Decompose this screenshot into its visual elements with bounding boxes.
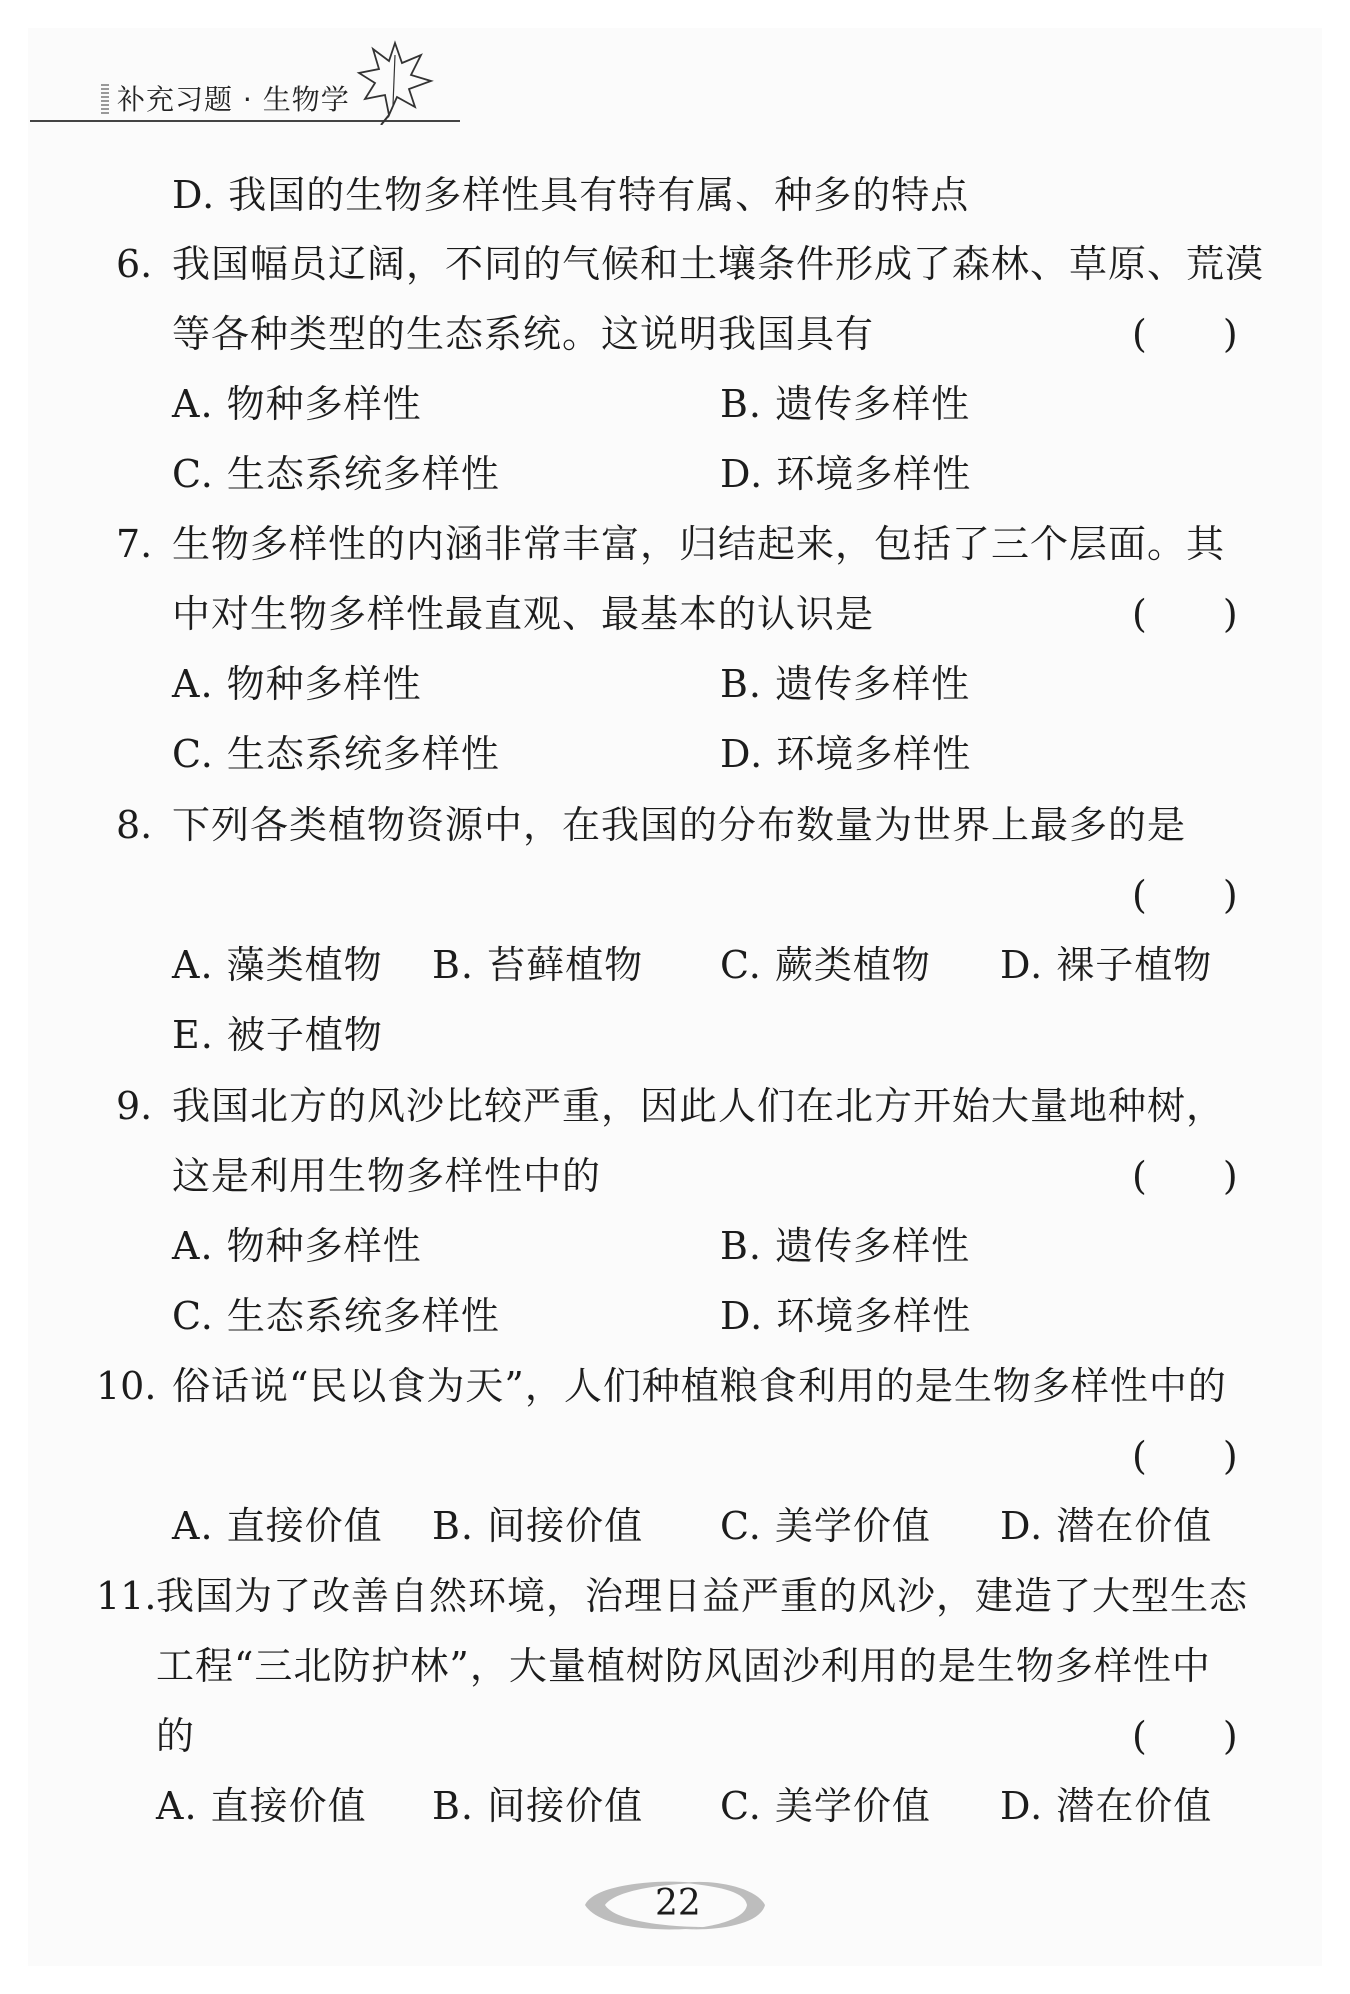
question-11-line-2: 工程“三北防护林”，大量植树防风固沙利用的是生物多样性中 [156, 1644, 1211, 1688]
question-number: 6. [116, 242, 153, 286]
question-9-line-1: 我国北方的风沙比较严重，因此人们在北方开始大量地种树， [172, 1084, 1226, 1128]
question-number: 10. [96, 1364, 157, 1408]
question-7-line-2: 中对生物多样性最直观、最基本的认识是 [172, 592, 875, 636]
question-6-line-1: 我国幅员辽阔，不同的气候和土壤条件形成了森林、草原、荒漠 [172, 242, 1265, 286]
page-footer [575, 1875, 775, 1935]
option-q6-d: D. 环境多样性 [720, 452, 972, 496]
option-q11-a: A. 直接价值 [156, 1784, 367, 1828]
option-q10-b: B. 间接价值 [432, 1504, 644, 1548]
option-q7-b: B. 遗传多样性 [720, 662, 971, 706]
question-number: 9. [116, 1084, 153, 1128]
header-ornament [101, 84, 109, 116]
question-number: 11. [96, 1574, 157, 1618]
answer-blank: ( ) [1132, 312, 1238, 356]
option-q10-a: A. 直接价值 [172, 1504, 383, 1548]
option-q6-b: B. 遗传多样性 [720, 382, 971, 426]
question-11-line-1: 我国为了改善自然环境，治理日益严重的风沙，建造了大型生态 [156, 1574, 1249, 1618]
option-q8-b: B. 苔藓植物 [432, 943, 644, 987]
question-6-line-2: 等各种类型的生态系统。这说明我国具有 [172, 312, 875, 356]
question-10-line-1: 俗话说“民以食为天”，人们种植粮食利用的是生物多样性中的 [172, 1364, 1227, 1408]
page-number: 22 [655, 1883, 701, 1924]
option-q9-a: A. 物种多样性 [172, 1224, 422, 1268]
answer-blank: ( ) [1132, 1434, 1238, 1478]
option-q7-c: C. 生态系统多样性 [172, 732, 500, 776]
option-q7-d: D. 环境多样性 [720, 732, 972, 776]
option-q9-d: D. 环境多样性 [720, 1294, 972, 1338]
option-q8-c: C. 蕨类植物 [720, 943, 931, 987]
question-number: 8. [116, 803, 153, 847]
option-q10-d: D. 潜在价值 [1000, 1504, 1213, 1548]
option-q11-d: D. 潜在价值 [1000, 1784, 1213, 1828]
option-q8-e: E. 被子植物 [172, 1013, 383, 1057]
option-q6-c: C. 生态系统多样性 [172, 452, 500, 496]
option-q8-a: A. 藻类植物 [172, 943, 383, 987]
question-8-line-1: 下列各类植物资源中，在我国的分布数量为世界上最多的是 [172, 803, 1187, 847]
option-q6-a: A. 物种多样性 [172, 382, 422, 426]
option-q5-d: D. 我国的生物多样性具有特有属、种多的特点 [172, 173, 970, 217]
question-7-line-1: 生物多样性的内涵非常丰富，归结起来，包括了三个层面。其 [172, 522, 1226, 566]
question-number: 7. [116, 522, 153, 566]
answer-blank: ( ) [1132, 1714, 1238, 1758]
option-q9-c: C. 生态系统多样性 [172, 1294, 500, 1338]
leaf-icon [355, 35, 435, 125]
option-q11-c: C. 美学价值 [720, 1784, 931, 1828]
question-11-line-3: 的 [156, 1714, 196, 1758]
option-q7-a: A. 物种多样性 [172, 662, 422, 706]
option-q8-d: D. 裸子植物 [1000, 943, 1213, 987]
option-q9-b: B. 遗传多样性 [720, 1224, 971, 1268]
answer-blank: ( ) [1132, 873, 1238, 917]
option-q10-c: C. 美学价值 [720, 1504, 931, 1548]
answer-blank: ( ) [1132, 1154, 1238, 1198]
option-q11-b: B. 间接价值 [432, 1784, 644, 1828]
header-title: 补充习题 · 生物学 [117, 83, 350, 116]
question-9-line-2: 这是利用生物多样性中的 [172, 1154, 602, 1198]
answer-blank: ( ) [1132, 592, 1238, 636]
